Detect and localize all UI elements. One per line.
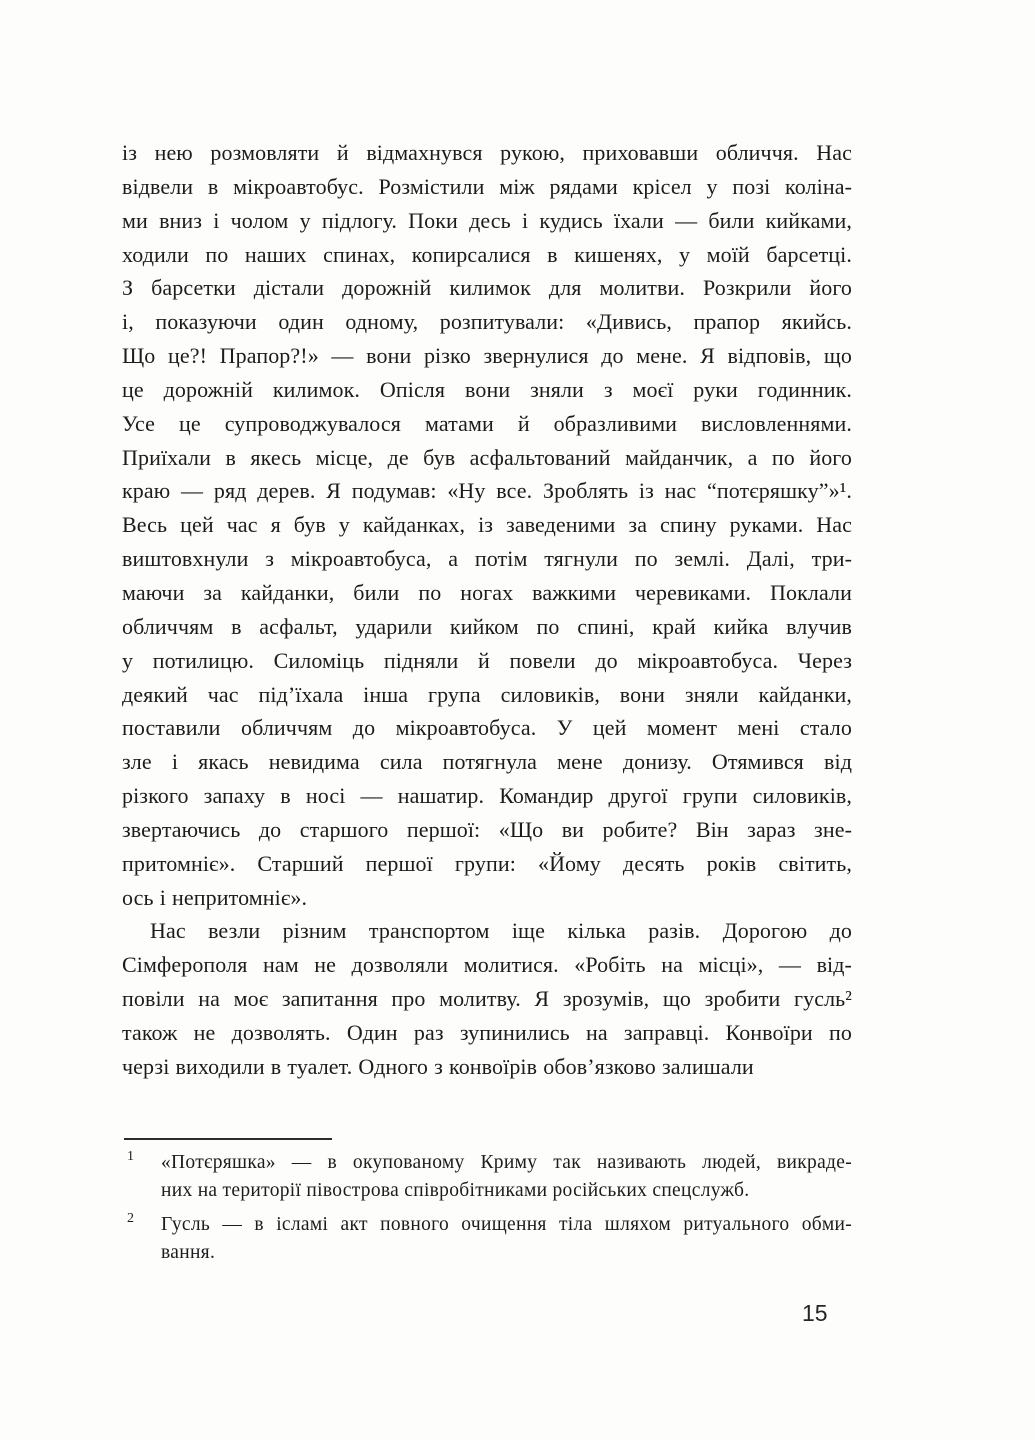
text-line: різкого запаху в носі — нашатир. Командир другої групи силовиків, — [122, 783, 852, 809]
text-line: повіли на моє запитання про молитву. Я зрозумів, що зробити гусль² — [122, 986, 852, 1012]
text-line: Усе це супроводжувалося матами й образливими висловленнями. — [122, 410, 852, 436]
text-line: відвели в мікроавтобус. Розмістили між рядами крісел у позі коліна- — [122, 173, 852, 199]
text-line: ось і непритомніє». — [122, 884, 308, 910]
footnotes — [122, 1149, 852, 1273]
text-line: черзі виходили в туалет. Одного з конвоїрів обов’язково залишали — [122, 1053, 754, 1079]
footnote-line: «Потєряшка» — в окупованому Криму так називають людей, викраде- — [161, 1152, 852, 1173]
text-line: зле і якась невидима сила потягнула мене донизу. Отямився від — [122, 749, 852, 775]
text-line: також не дозволять. Один раз зупинились на заправці. Конвоїри по — [122, 1019, 852, 1045]
text-line: Сімферополя нам не дозволяли молитися. «Робіть на місці», — від- — [122, 952, 852, 978]
page-number: 15 — [802, 1300, 828, 1326]
text-line: поставили обличчям до мікроавтобуса. У цей момент мені стало — [122, 715, 852, 741]
text-line: деякий час під’їхала інша група силовиків, вони зняли кайданки, — [122, 681, 852, 707]
text-line: Нас везли різним транспортом іще кілька разів. Дорогою до — [150, 918, 852, 944]
text-line: притомніє». Старший першої групи: «Йому десять років світить, — [122, 850, 852, 876]
text-line: із нею розмовляти й відмахнувся рукою, приховавши обличчя. Нас — [122, 140, 852, 165]
text-line: ми вниз і чолом у підлогу. Поки десь і кудись їхали — били кийками, — [122, 207, 852, 233]
body-text — [122, 136, 852, 1084]
footnote-separator — [124, 1138, 332, 1140]
text-line: ходили по наших спинах, копирсалися в кишенях, у моїй барсетці. — [122, 241, 852, 267]
footnote-line: Гусль — в ісламі акт повного очищення тіла шляхом ритуального обми- — [161, 1214, 852, 1236]
text-line: Приїхали в якесь місце, де був асфальтований майданчик, а по його — [122, 444, 852, 470]
footnote-item — [122, 1211, 852, 1266]
text-line: З барсетки дістали дорожній килимок для молитви. Розкрили його — [122, 275, 852, 301]
footnote-line: вання. — [161, 1241, 216, 1263]
text-line: це дорожній килимок. Опісля вони зняли з моєї руки годинник. — [122, 376, 852, 402]
footnote-marker: 1 — [127, 1149, 134, 1164]
footnote-item — [122, 1149, 852, 1204]
text-line: краю — ряд дерев. Я подумав: «Ну все. Зроблять із нас “потєряшку”»¹. — [122, 478, 852, 504]
footnote-marker: 2 — [127, 1211, 134, 1227]
text-line: і, показуючи один одному, розпитували: «Дивись, прапор якийсь. — [122, 309, 852, 335]
footnote-line: них на території півострова співробітниками російських спецслужб. — [161, 1179, 750, 1201]
text-line: маючи за кайданки, били по ногах важкими черевиками. Поклали — [122, 579, 852, 605]
text-line: Весь цей час я був у кайданках, із заведеними за спину руками. Нас — [122, 512, 852, 538]
text-line: звертаючись до старшого першої: «Що ви робите? Він зараз зне- — [122, 816, 852, 842]
text-line: у потилицю. Силоміць підняли й повели до мікроавтобуса. Через — [122, 647, 852, 673]
text-line: Що це?! Прапор?!» — вони різко звернулися до мене. Я відповів, що — [122, 343, 852, 369]
text-line: виштовхнули з мікроавтобуса, а потім тягнули по землі. Далі, три- — [122, 546, 852, 572]
text-line: обличчям в асфальт, ударили кийком по спині, край кийка влучив — [122, 613, 852, 639]
